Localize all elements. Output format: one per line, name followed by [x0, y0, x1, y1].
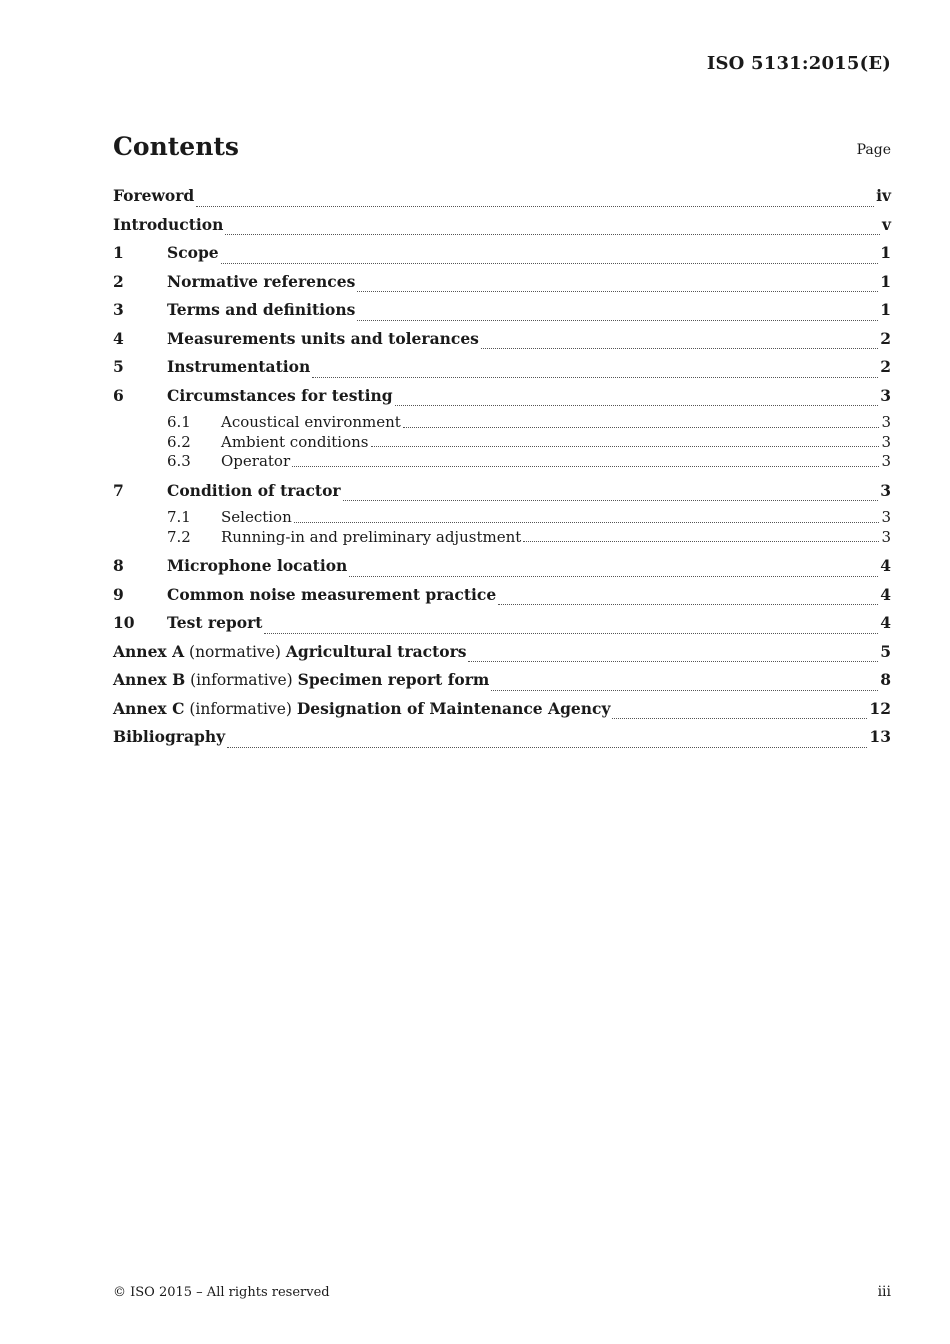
toc-entry[interactable]: [113, 271, 891, 300]
toc-annex-page: 8: [880, 670, 891, 689]
toc-entry-title[interactable]: Introduction: [113, 214, 224, 234]
toc-entry-title[interactable]: Condition of tractor: [167, 480, 341, 500]
toc-entry[interactable]: [113, 385, 891, 414]
toc-annex-entry[interactable]: [113, 669, 891, 698]
annex-title: Agricultural tractors: [285, 641, 467, 661]
toc-bibliography-page: 13: [869, 727, 891, 746]
toc-entry-number: 6.2: [167, 432, 191, 451]
page-column-label: Page: [856, 142, 891, 158]
annex-kind: (normative): [189, 642, 281, 661]
toc-entry-title[interactable]: Normative references: [167, 271, 356, 291]
toc-entry-number: 6.3: [167, 452, 191, 470]
toc-entry-page: 3: [881, 527, 891, 546]
toc-entry-title[interactable]: Scope: [167, 243, 219, 262]
toc-entry-page: 2: [880, 328, 891, 348]
dot-leader: [312, 376, 878, 378]
toc-entry-number: 5: [113, 357, 124, 376]
toc-bibliography-title[interactable]: Bibliography: [113, 727, 226, 746]
toc-entry[interactable]: [113, 433, 891, 453]
toc-entry-number: 1: [113, 243, 124, 262]
toc-entry-number: 8: [113, 556, 124, 575]
dot-leader: [491, 689, 878, 691]
toc-entry-number: 10: [113, 613, 135, 632]
toc-entry-title[interactable]: Operator: [221, 452, 291, 470]
annex-prefix: Annex A: [113, 641, 185, 661]
annex-title: Specimen report form: [297, 670, 490, 689]
copyright-notice: © ISO 2015 – All rights reserved: [113, 1285, 330, 1300]
toc-bibliography-entry[interactable]: [113, 726, 891, 755]
toc-entry-number: 7.2: [167, 527, 191, 546]
dot-leader: [612, 717, 867, 719]
annex-kind: (informative): [189, 699, 292, 718]
toc-entry-page: v: [881, 214, 891, 234]
annex-prefix: Annex C: [113, 698, 185, 718]
toc-annex-title[interactable]: [113, 641, 466, 663]
toc-entry[interactable]: [113, 612, 891, 641]
annex-kind: (informative): [190, 671, 293, 689]
toc-entry-page: 3: [881, 452, 891, 470]
toc-entry[interactable]: [113, 328, 891, 357]
toc-annex-entry[interactable]: [113, 698, 891, 727]
contents-title: Contents: [113, 132, 240, 161]
table-of-contents: [113, 185, 891, 755]
toc-entry-page: 1: [880, 243, 891, 262]
toc-entry-title[interactable]: Running-in and preliminary adjustment: [221, 527, 522, 546]
toc-entry-page: 4: [880, 613, 891, 632]
toc-entry-title[interactable]: Selection: [221, 508, 292, 526]
toc-entry-title[interactable]: Microphone location: [167, 556, 348, 575]
toc-entry-page: 1: [880, 271, 891, 291]
dot-leader: [357, 319, 878, 321]
toc-entry-number: 2: [113, 271, 124, 291]
toc-entry-page: 4: [880, 556, 891, 575]
toc-entry[interactable]: [113, 299, 891, 328]
toc-annex-title[interactable]: [113, 669, 489, 691]
dot-leader: [227, 746, 867, 748]
dot-leader: [395, 404, 879, 406]
dot-leader: [403, 426, 880, 428]
toc-entry[interactable]: [113, 413, 891, 433]
toc-entry[interactable]: [113, 452, 891, 472]
document-id: ISO 5131:2015(E): [706, 53, 891, 74]
toc-entry[interactable]: [113, 555, 891, 584]
page-number: iii: [877, 1284, 891, 1300]
toc-entry-number: 7.1: [167, 508, 191, 526]
toc-entry[interactable]: [113, 185, 891, 214]
annex-title: Designation of Maintenance Agency: [296, 698, 611, 718]
dot-leader: [357, 290, 878, 292]
toc-entry[interactable]: [113, 480, 891, 509]
toc-entry-page: 3: [881, 508, 891, 526]
dot-leader: [343, 499, 879, 501]
toc-entry-number: 7: [113, 480, 124, 500]
dot-leader: [221, 262, 879, 264]
toc-entry-page: 2: [880, 357, 891, 376]
toc-entry-page: 1: [880, 300, 891, 319]
toc-entry[interactable]: [113, 584, 891, 613]
toc-entry[interactable]: [113, 242, 891, 271]
toc-entry-title[interactable]: Test report: [167, 613, 263, 632]
dot-leader: [294, 521, 880, 523]
toc-entry[interactable]: [113, 356, 891, 385]
toc-annex-entry[interactable]: [113, 641, 891, 670]
toc-entry[interactable]: [113, 508, 891, 528]
dot-leader: [264, 632, 878, 634]
dot-leader: [523, 540, 879, 542]
toc-entry-title[interactable]: Acoustical environment: [221, 413, 401, 431]
toc-entry-page: 4: [880, 584, 891, 604]
toc-entry-number: 6.1: [167, 413, 191, 431]
dot-leader: [481, 347, 878, 349]
dot-leader: [196, 205, 874, 207]
dot-leader: [468, 660, 878, 662]
toc-entry-title[interactable]: Measurements units and tolerances: [167, 328, 479, 348]
toc-annex-page: 12: [869, 698, 891, 718]
annex-prefix: Annex B: [113, 670, 186, 689]
dot-leader: [498, 603, 878, 605]
toc-entry-title[interactable]: Instrumentation: [167, 357, 311, 376]
toc-entry-number: 6: [113, 385, 124, 405]
dot-leader: [292, 465, 879, 467]
toc-entry-page: iv: [876, 186, 891, 205]
toc-entry-title[interactable]: Foreword: [113, 186, 195, 205]
toc-entry[interactable]: [113, 214, 891, 243]
toc-entry-title[interactable]: Ambient conditions: [221, 432, 369, 451]
toc-entry-number: 9: [113, 584, 124, 604]
toc-annex-page: 5: [880, 641, 891, 661]
toc-entry-number: 3: [113, 300, 124, 319]
toc-entry-title[interactable]: Circumstances for testing: [167, 385, 393, 405]
toc-entry-title[interactable]: Common noise measurement practice: [167, 584, 497, 604]
dot-leader: [349, 575, 878, 577]
dot-leader: [225, 233, 880, 235]
toc-entry-page: 3: [880, 385, 891, 405]
toc-entry-title[interactable]: Terms and definitions: [167, 300, 356, 319]
dot-leader: [371, 445, 880, 447]
toc-annex-title[interactable]: [113, 698, 610, 720]
toc-entry-page: 3: [881, 432, 891, 451]
toc-entry-number: 4: [113, 328, 124, 348]
toc-entry-page: 3: [880, 480, 891, 500]
toc-entry-page: 3: [881, 413, 891, 431]
toc-entry[interactable]: [113, 528, 891, 548]
contents-title-row: [113, 132, 891, 166]
